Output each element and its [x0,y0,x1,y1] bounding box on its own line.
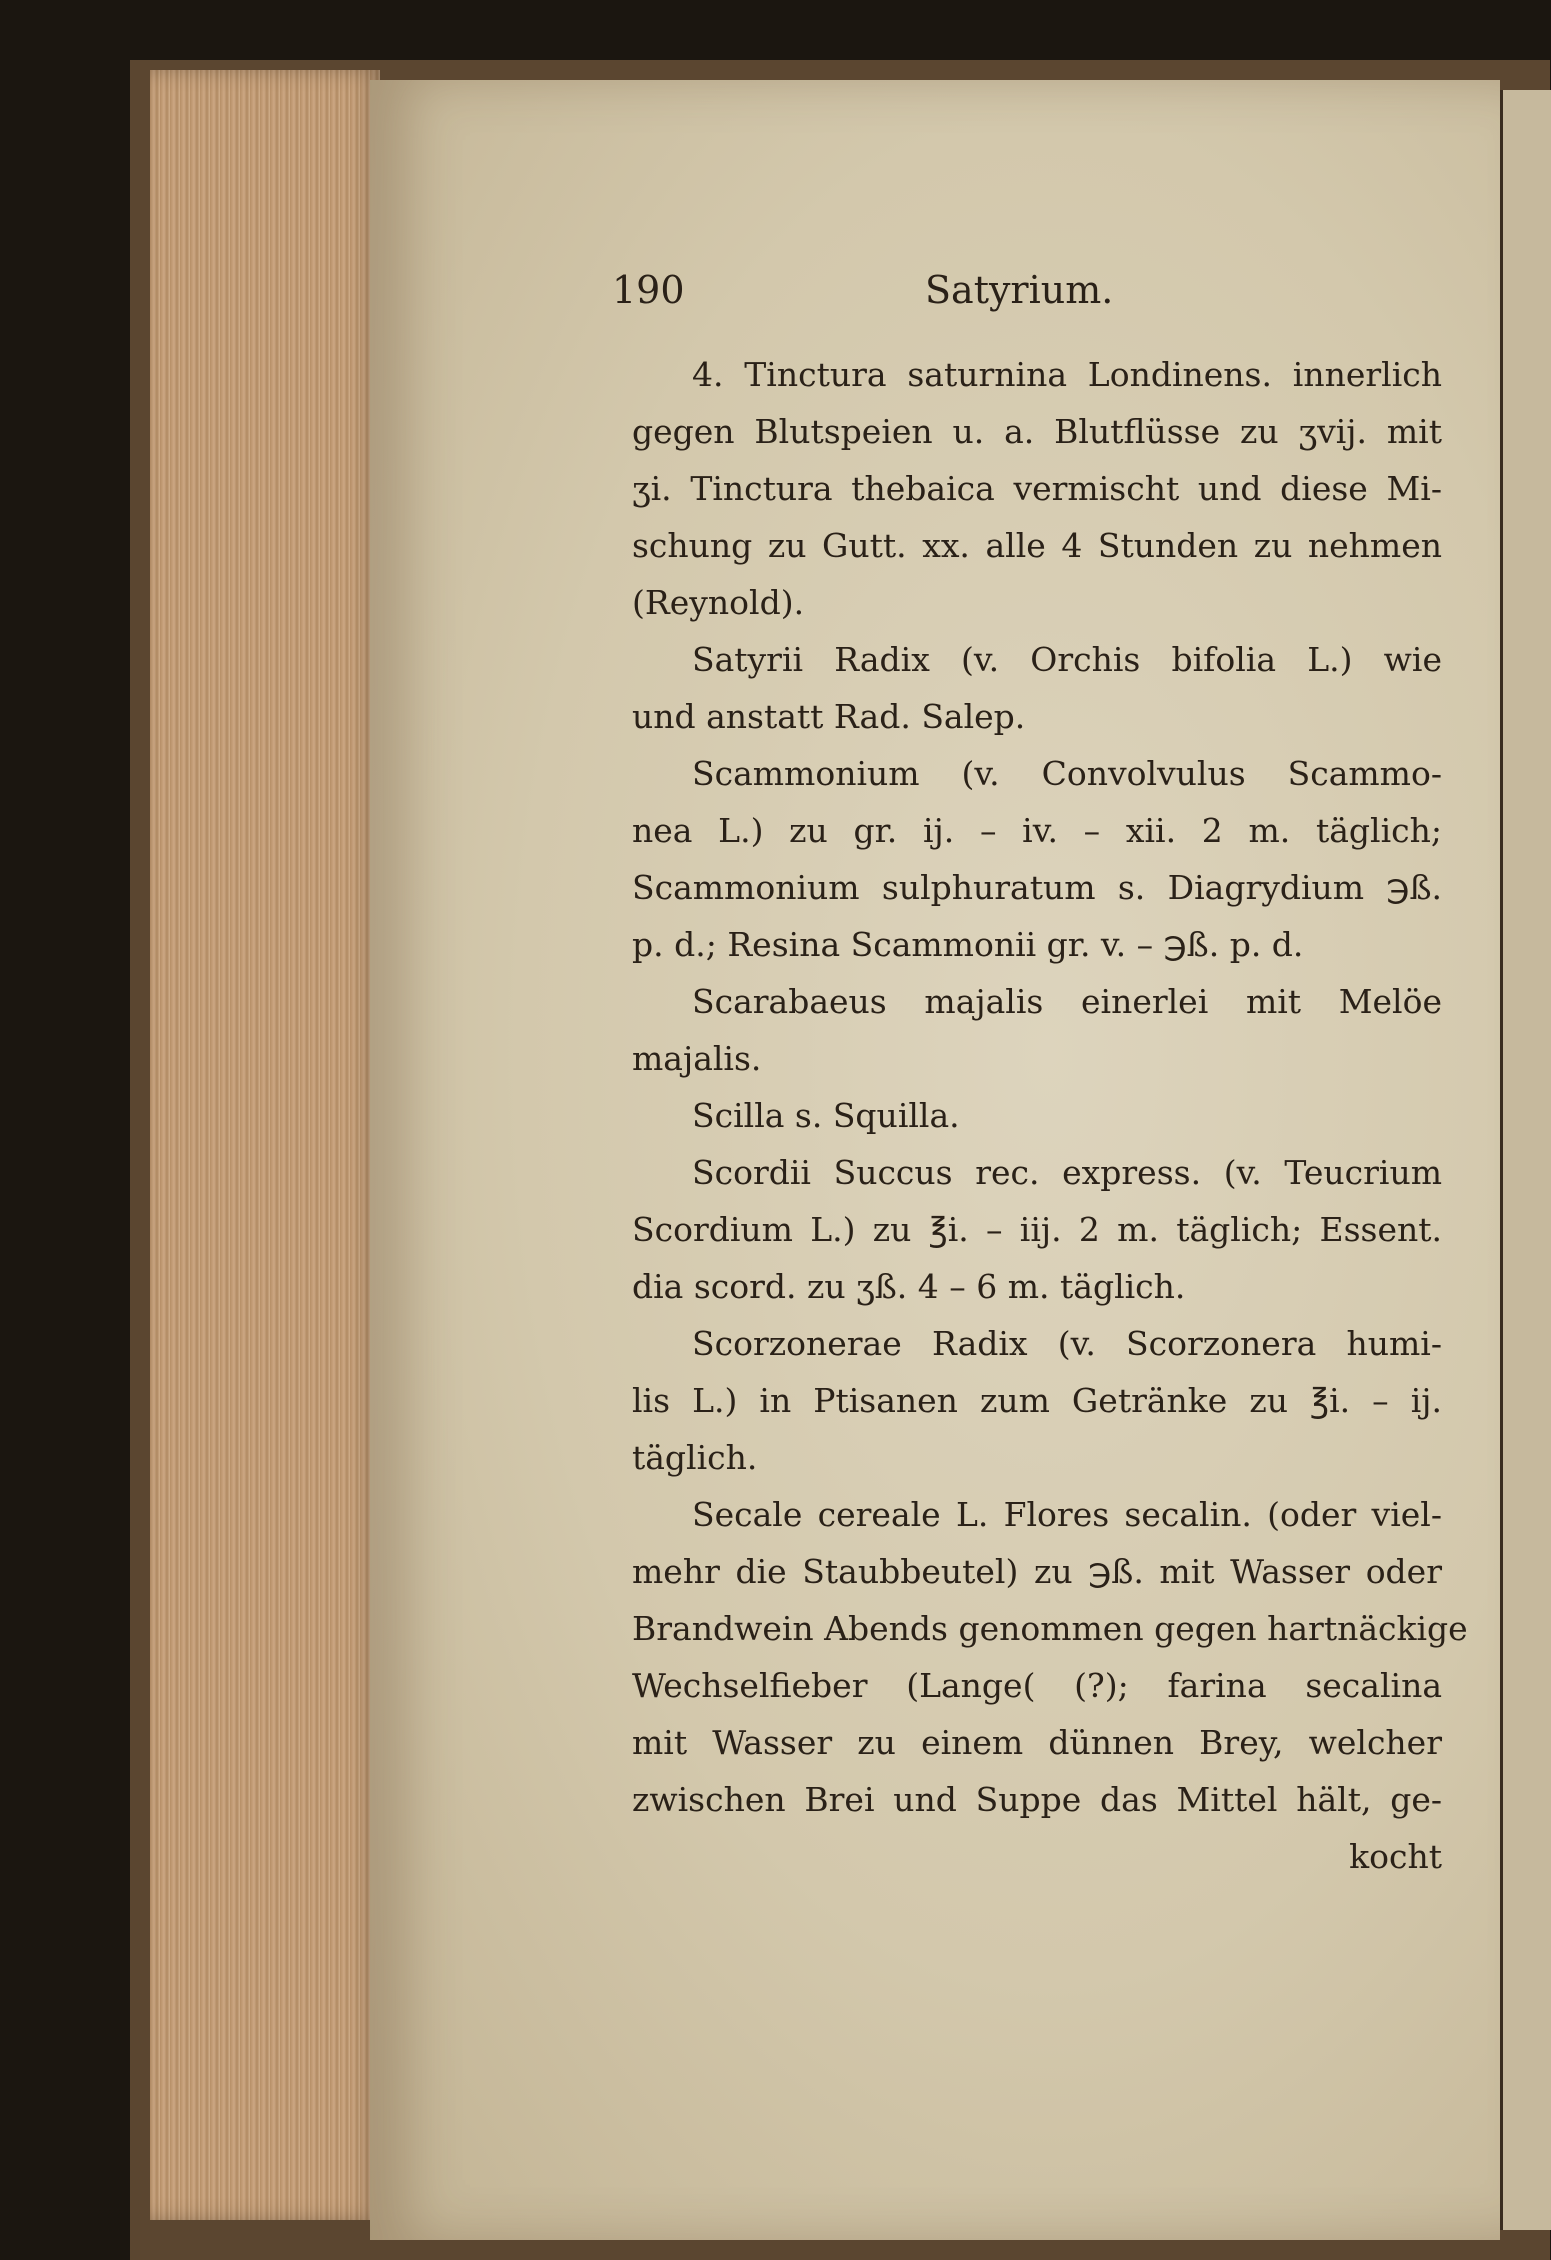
text-line: Scammonium sulphuratum s. Diagrydium ℈ß. [632,868,1442,907]
facing-page-edge [1500,90,1551,2230]
text-line: ʒi. Tinctura thebaica vermischt und diese Mi- [632,469,1442,508]
text-line: (Reynold). [632,583,805,622]
page-edges [150,70,380,2220]
page-number: 190 [612,268,685,312]
text-line: Scarabaeus majalis einerlei mit Melöe [692,982,1442,1021]
text-line: zwischen Brei und Suppe das Mittel hält, ge- [632,1780,1442,1819]
text-line: Brandwein Abends genommen gegen hartnäckige [632,1609,1468,1648]
text-line: Scordii Succus rec. express. (v. Teucrium [692,1153,1442,1192]
text-line: 4. Tinctura saturnina Londinens. innerlich [692,355,1442,394]
running-title: Satyrium. [925,268,1114,312]
text-line: dia scord. zu ʒß. 4 – 6 m. täglich. [632,1267,1186,1306]
text-line: Wechselfieber (Lange( (?); farina secalina [632,1666,1442,1705]
text-line: Scorzonerae Radix (v. Scorzonera humi- [692,1324,1442,1363]
text-line: nea L.) zu gr. ij. – iv. – xii. 2 m. täglich; [632,811,1442,850]
text-line: Satyrii Radix (v. Orchis bifolia L.) wie [692,640,1442,679]
text-line: mehr die Staubbeutel) zu ℈ß. mit Wasser oder [632,1552,1442,1591]
text-line: gegen Blutspeien u. a. Blutflüsse zu ʒvij. mit [632,412,1442,451]
text-line: schung zu Gutt. xx. alle 4 Stunden zu nehmen [632,526,1442,565]
page-body [632,346,1468,1885]
text-line: Scilla s. Squilla. [692,1096,960,1135]
text-line: Secale cereale L. Flores secalin. (oder viel- [692,1495,1442,1534]
text-line: täglich. [632,1438,758,1477]
text-line: lis L.) in Ptisanen zum Getränke zu ℥i. – ij. [632,1381,1442,1420]
text-line: majalis. [632,1039,762,1078]
text-line: und anstatt Rad. Salep. [632,697,1026,736]
text-line: p. d.; Resina Scammonii gr. v. – ℈ß. p. d. [632,925,1304,964]
page-header [0,268,1551,328]
text-line: mit Wasser zu einem dünnen Brey, welcher [632,1723,1442,1762]
text-line: Scammonium (v. Convolvulus Scammo- [692,754,1442,793]
text-line: Scordium L.) zu ℥i. – iij. 2 m. täglich; Essent. [632,1210,1442,1249]
catchword: kocht [1349,1837,1442,1876]
